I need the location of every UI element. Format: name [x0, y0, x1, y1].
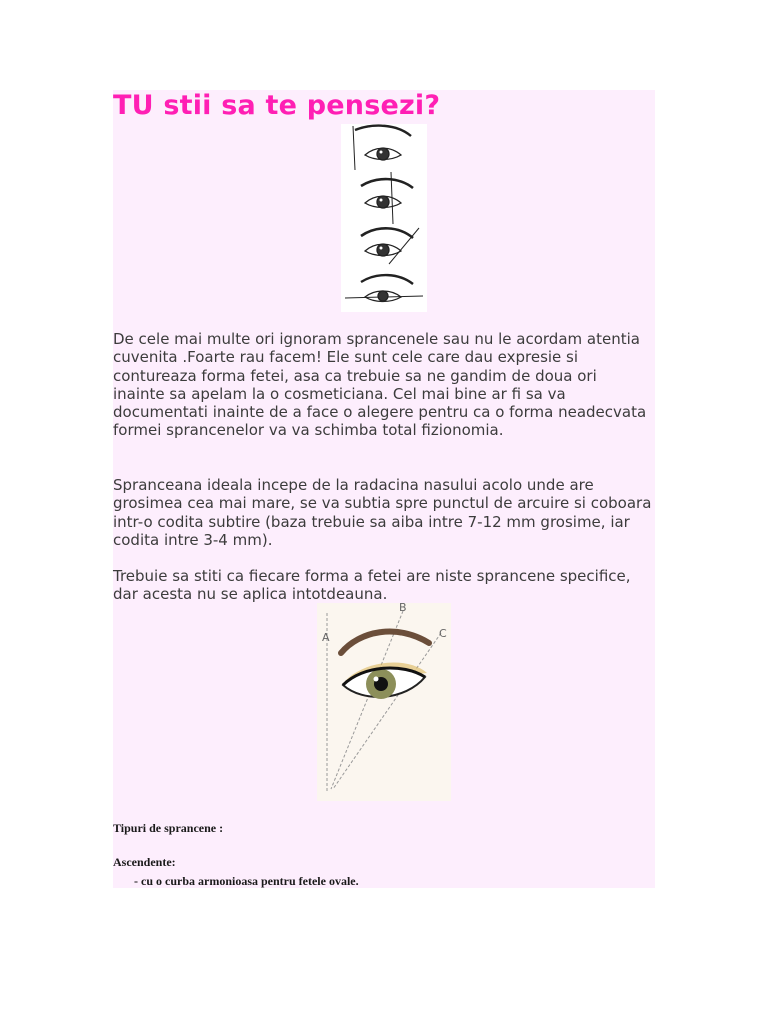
- paragraph-face-shape: Trebuie sa stiti ca fiecare forma a fetei are niste sprancene specifice, dar acesta nu se aplica intotdeauna.: [113, 567, 631, 604]
- diagram-label-c: C: [439, 627, 447, 640]
- paragraph-intro: De cele mai multe ori ignoram sprancenele sau nu le acordam atentia cuvenita .Foarte rau facem! Ele sunt cele care dau expresie si contureaza forma fetei, asa ca trebuie sa ne gandim de doua ori inainte sa apelam la o cosmeticiana. Cel mai bine ar fi sa va documentati inainte de a face o alegere pentru ca o forma neadecvata formei sprancenelor va va schimba total fizionomia.: [113, 330, 647, 440]
- ascendente-heading: Ascendente:: [113, 855, 176, 869]
- list-item: - cu o curba armonioasa pentru fetele ovale.: [134, 874, 359, 888]
- brow-measurement-diagram: [317, 603, 451, 801]
- diagram-label-b: B: [399, 603, 407, 614]
- diagram-label-a: A: [322, 631, 330, 644]
- types-heading: Tipuri de sprancene :: [113, 821, 224, 835]
- eyebrow-steps-illustration: [341, 124, 427, 312]
- paragraph-ideal-brow: Spranceana ideala incepe de la radacina nasului acolo unde are grosimea cea mai mare, se va subtia spre punctul de arcuire si coboara intr-o codita subtire (baza trebuie sa aiba intre 7-12 mm grosime, iar codita intre 3-4 mm).: [113, 476, 652, 549]
- page-title: TU stii sa te pensezi?: [113, 90, 441, 121]
